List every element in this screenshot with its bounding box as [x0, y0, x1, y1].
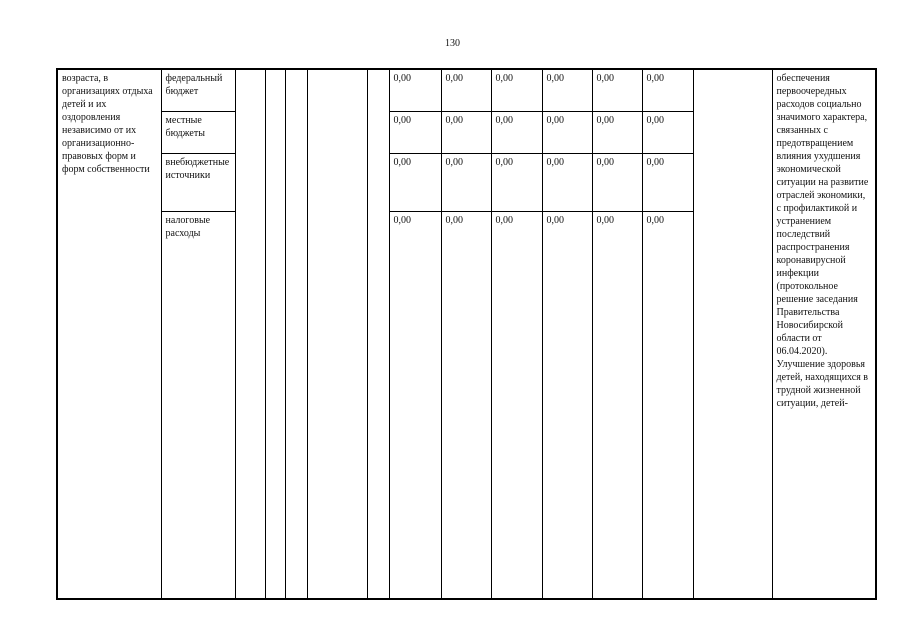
measure-description: возраста, в организациях отдыха детей и их оздоровления независимо от их организационно-правовых форм и форм собственности: [62, 73, 153, 175]
funding-source-cell: [161, 111, 235, 153]
value-cell: 0,00: [542, 111, 592, 153]
value-cell: 0,00: [542, 69, 592, 111]
value-cell: 0,00: [642, 153, 693, 211]
value-cell: 0,00: [441, 111, 491, 153]
value-cell: 0,00: [642, 211, 693, 599]
value-cell: 0,00: [491, 69, 542, 111]
funding-source-cell: [161, 211, 235, 599]
value-cell: 0,00: [592, 211, 642, 599]
funding-source: внебюджетные источники: [165, 156, 230, 181]
measure-description-cell: [57, 69, 161, 599]
value-cell: 0,00: [642, 69, 693, 111]
empty-cell: [693, 69, 772, 599]
value-cell: 0,00: [389, 211, 441, 599]
value-cell: 0,00: [592, 69, 642, 111]
value-cell: 0,00: [542, 211, 592, 599]
empty-cell: [235, 69, 265, 599]
value-cell: 0,00: [441, 211, 491, 599]
value-cell: 0,00: [491, 211, 542, 599]
result-description: обеспечения первоочередных расходов социально значимого характера, связанных с предотвращением влияния ухудшения экономической ситуации на развитие отраслей экономики, с профилактикой и устранением последствий распространения коронавирусной инфекции (протокольное решение заседания Правительства Новосибирской области от 06.04.2020). Улучшение здоровья детей, находящихся в трудной жизненной ситуации, детей-: [776, 73, 869, 409]
program-table: [56, 68, 877, 600]
value-cell: 0,00: [642, 111, 693, 153]
value-cell: 0,00: [592, 111, 642, 153]
funding-source-cell: [161, 153, 235, 211]
value-cell: 0,00: [389, 111, 441, 153]
funding-source: местные бюджеты: [165, 114, 205, 139]
funding-source: федеральный бюджет: [165, 73, 223, 97]
value-cell: 0,00: [542, 153, 592, 211]
empty-cell: [307, 69, 367, 599]
result-description-cell: [772, 69, 876, 599]
value-cell: 0,00: [441, 69, 491, 111]
value-cell: 0,00: [491, 111, 542, 153]
table-row: [57, 69, 876, 111]
empty-cell: [265, 69, 285, 599]
value-cell: 0,00: [441, 153, 491, 211]
value-cell: 0,00: [389, 69, 441, 111]
funding-source-cell: [161, 69, 235, 111]
page-number: 130: [445, 38, 460, 49]
value-cell: 0,00: [592, 153, 642, 211]
empty-cell: [285, 69, 307, 599]
value-cell: 0,00: [491, 153, 542, 211]
funding-source: налоговые расходы: [165, 214, 211, 239]
value-cell: 0,00: [389, 153, 441, 211]
empty-cell: [367, 69, 389, 599]
